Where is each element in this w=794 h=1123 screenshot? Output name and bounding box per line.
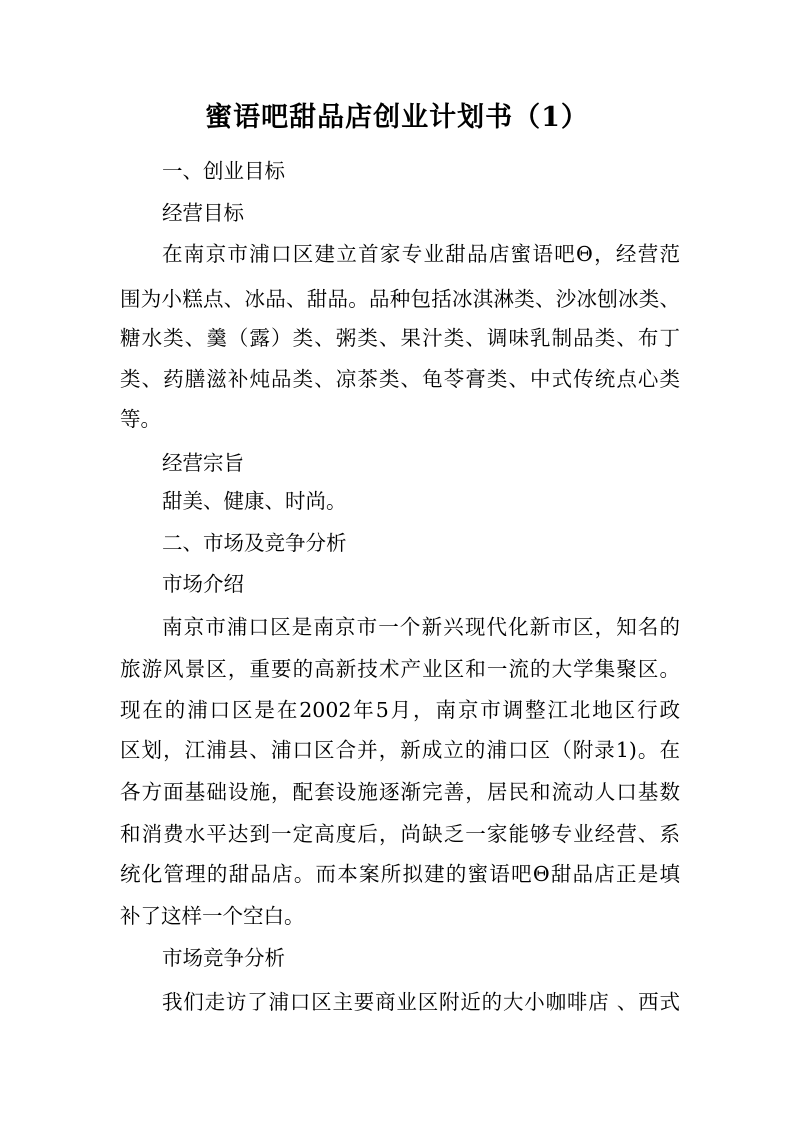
paragraph-line: 各方面基础设施，配套设施逐渐完善，居民和流动人口基数 [120,780,680,804]
paragraph-line: 在南京市浦口区建立首家专业甜品店蜜语吧Θ，经营范 [162,242,680,266]
paragraph-line: 南京市浦口区是南京市一个新兴现代化新市区，知名的 [162,615,680,639]
paragraph-line: 等。 [120,407,161,431]
purpose-text: 甜美、健康、时尚。 [162,489,347,513]
section-heading-market: 二、市场及竞争分析 [162,531,347,555]
subheading-competition: 市场竞争分析 [162,946,285,970]
paragraph-line: 统化管理的甜品店。而本案所拟建的蜜语吧Θ甜品店正是填 [120,862,680,886]
paragraph-line: 现在的浦口区是在2002年5月，南京市调整江北地区行政 [120,698,680,722]
paragraph-line: 类、药膳滋补炖品类、凉茶类、龟苓膏类、中式传统点心类 [120,367,680,391]
paragraph-line: 糖水类、羹（露）类、粥类、果汁类、调味乳制品类、布丁 [120,326,680,350]
paragraph-line: 补了这样一个空白。 [120,904,305,928]
paragraph-line: 旅游风景区，重要的高新技术产业区和一流的大学集聚区。 [120,657,680,681]
paragraph-line: 区划，江浦县、浦口区合并，新成立的浦口区（附录1)。在 [120,738,680,762]
paragraph-line: 和消费水平达到一定高度后，尚缺乏一家能够专业经营、系 [120,822,680,846]
subheading-purpose: 经营宗旨 [162,451,244,475]
document-title: 蜜语吧甜品店创业计划书（1） [205,102,589,133]
subheading-market-intro: 市场介绍 [162,572,244,596]
paragraph-line: 围为小糕点、冰品、甜品。品种包括冰淇淋类、沙冰刨冰类、 [120,287,680,311]
subheading-business-goal: 经营目标 [162,201,244,225]
paragraph-line: 我们走访了浦口区主要商业区附近的大小咖啡店 、西式 [162,990,680,1014]
section-heading-goals: 一、创业目标 [162,159,285,183]
